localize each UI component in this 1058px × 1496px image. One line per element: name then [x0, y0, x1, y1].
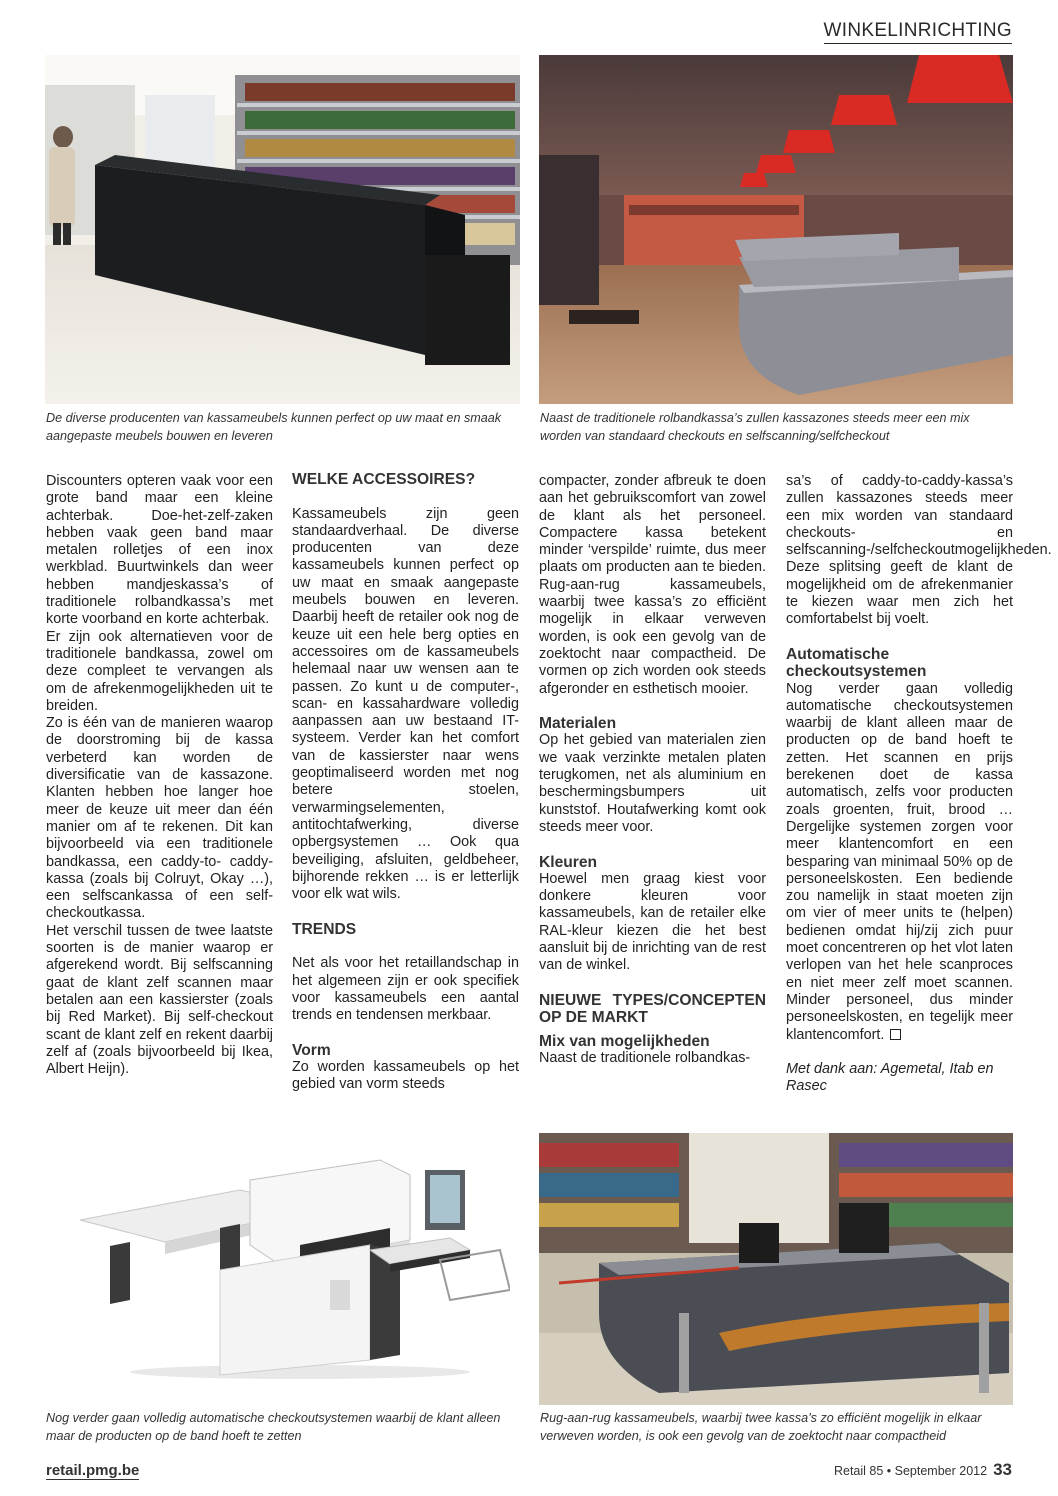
caption-top-right: Naast de traditionele rolbandkassa’s zullen kassazones steeds meer een mix worden van standaard checkouts en selfscanning/selfcheckout — [540, 411, 970, 443]
column-4 — [786, 473, 1052, 1095]
col3-paragraph-3: Hoewel men graag kiest voor donkere kleuren voor kassameubels, kan de retailer elke RAL-kleur kiezen die het best aansluit bij de inrichting van de rest van de winkel. — [539, 870, 766, 974]
acknowledgement: Met dank aan: Agemetal, Itab en Rasec — [786, 1060, 994, 1095]
heading-materialen: Materialen — [539, 715, 617, 733]
col2-paragraph-2: Net als voor het retaillandschap in het algemeen zijn er ook specifiek voor kassameubels een aantal trends en tendensen merkbaar. — [292, 955, 519, 1024]
col3-paragraph-2: Op het gebied van materialen zien we vaak verzinkte metalen platen terugkomen, net als aluminium en beschermingsbumpers uit kunststof. Houtafwerking komt ook steeds meer voor. — [539, 732, 766, 835]
heading-mix-van-mogelijkheden: Mix van mogelijkheden — [539, 1032, 710, 1050]
col2-paragraph-3: Zo worden kassameubels op het gebied van vorm steeds — [292, 1059, 519, 1093]
col1-paragraph-1: Discounters opteren vaak voor een grote band maar een kleine achterbak. Doe-het-zelf-zaken hebben vaak geen band maar metalen rolletjes of een inox werkblad. Buurtwinkels dan weer hebben mandjeskassa’s of traditionele rolbandkassa’s met korte voorband en korte achterbak. — [46, 473, 273, 628]
col1-paragraph-3: Zo is één van de manieren waarop de doorstroming bij de kassa verbeterd kan worden de diversificatie van de kassazone. Klanten hebben hoe langer hoe meer de keuze uit meer dan één manier om af te rekenen. Dit kan bijvoorbeeld via een traditionele bandkassa, een caddy-to- caddy-kassa (zoals bij Colruyt, Okay …), een selfscankassa of een self-checkoutkassa. — [46, 715, 273, 922]
footer-issue-text: Retail 85 • September 2012 — [833, 1464, 988, 1478]
heading-trends: TRENDS — [292, 920, 357, 938]
caption-bottom-left: Nog verder gaan volledig automatische checkoutsystemen waarbij de klant alleen maar de producten op de band hoeft te zetten — [46, 1411, 501, 1443]
section-tag: WINKELINRICHTING — [824, 20, 1012, 44]
end-mark-icon — [890, 1029, 901, 1040]
page-number: 33 — [993, 1460, 1012, 1479]
heading-vorm: Vorm — [292, 1041, 331, 1059]
heading-automatische-checkoutsystemen: Automatische checkoutsystemen — [786, 645, 927, 681]
col4-paragraph-2: Deze splitsing geeft de klant de mogelijkheid om de afrekenmanier te kiezen waar men zich het comfortabelst bij voelt. — [786, 559, 1013, 628]
caption-bottom-right: Rug-aan-rug kassameubels, waarbij twee kassa’s zo efficiënt mogelijk in elkaar verweven worden, is ook een gevolg van de zoektocht naar compactheid — [540, 1411, 982, 1443]
col1-paragraph-4: Het verschil tussen de twee laatste soorten is de manier waarop er afgerekend wordt. Bij selfscanning gaat de klant zelf scannen maar betalen aan een kassierster (zoals bij Red Market). Bij self-checkout scant de klant zelf en rekent daarbij zelf af (zoals bijvoorbeeld bij Ikea, Albert Heijn). — [46, 922, 273, 1078]
col2-paragraph-1: Kassameubels zijn geen standaardverhaal. De diverse producenten van deze kassameubels kunnen perfect op uw maat en smaak aangepaste meubels bouwen en leveren. Daarbij heeft de retailer ook nog de keuze uit een hele berg opties en accessoires om de kassameubels helemaal naar uw wensen aan te passen. Zo kunt u de computer-, scan- en kassahardware volledig aanpassen aan uw bestaand IT-systeem. Verder kan het comfort van de kassierster naar wens geoptimaliseerd worden met nog betere stoelen, verwarmingselementen, antitochtafwerking, diverse opbergsystemen … Ook qua beveiliging, afsluiten, geldbeheer, bijhorende rekken … is er letterlijk voor elk wat wils. — [292, 505, 519, 903]
heading-kleuren: Kleuren — [539, 853, 598, 871]
checkout-counter-photo — [45, 55, 520, 404]
col4-paragraph-1: sa’s of caddy-to-caddy-kassa’s zullen kassazones steeds meer een mix worden van standaard checkouts- en selfscanning-/selfcheckoutmogelijkheden. — [786, 473, 1052, 559]
footer-url-link[interactable]: retail.pmg.be — [46, 1462, 140, 1479]
col3-paragraph-4: Naast de traditionele rolbandkas- — [539, 1049, 751, 1066]
column-1 — [46, 473, 273, 1078]
heading-welke-accessoires: WELKE ACCESSOIRES? — [292, 471, 476, 488]
back-to-back-checkout-photo — [539, 1133, 1013, 1405]
col3-paragraph-1: compacter, zonder afbreuk te doen aan het gebruikscomfort van zowel de klant als het personeel. Compactere kassa betekent minder ‘verspilde’ ruimte, dus meer plaats om producten aan te bieden. Rug-aan-rug kassameubels, waarbij twee kassa’s zo efficiënt mogelijk in elkaar verweven worden, is ook een gevolg van de zoektocht naar compactheid. De vormen op zich worden ook steeds afgeronder en esthetisch mooier. — [539, 473, 766, 697]
col4-paragraph-3-text: Nog verder gaan volledig automatische checkoutsystemen waarbij de klant alleen maar de producten op de band hoeft te zetten. Het scannen en prijs berekenen doet de kassa automatisch, zelfs voor producten zoals groenten, fruit, brood … Dergelijke systemen zorgen voor meer klantencomfort en een besparing van minimaal 50% op de personeelskosten. Een bediende zou namelijk in staat moeten zijn om vier of meer units te (helpen) bedienen omdat hij/zij zich puur moet concentreren op het vlot laten verlopen van het hele scanproces en niet meer zelf moet scannen. Minder personeel, dus minder personeelskosten, en tegelijk meer klantencomfort. — [786, 680, 1013, 1043]
heading-nieuwe-types: NIEUWE TYPES/CONCEPTEN OP DE MARKT — [539, 991, 766, 1027]
self-checkout-render — [70, 1150, 510, 1380]
col4-paragraph-3 — [786, 681, 1013, 1044]
footer-issue — [834, 1460, 1012, 1480]
column-3 — [539, 473, 766, 1067]
column-2 — [292, 471, 519, 1094]
checkout-zone-photo — [539, 55, 1013, 404]
col1-paragraph-2: Er zijn ook alternatieven voor de traditionele bandkassa, zowel om deze compleet te vervangen als om de afrekenmogelijkheden uit te breiden. — [46, 628, 273, 714]
caption-top-left: De diverse producenten van kassameubels kunnen perfect op uw maat en smaak aangepaste meubels bouwen en leveren — [46, 411, 502, 443]
